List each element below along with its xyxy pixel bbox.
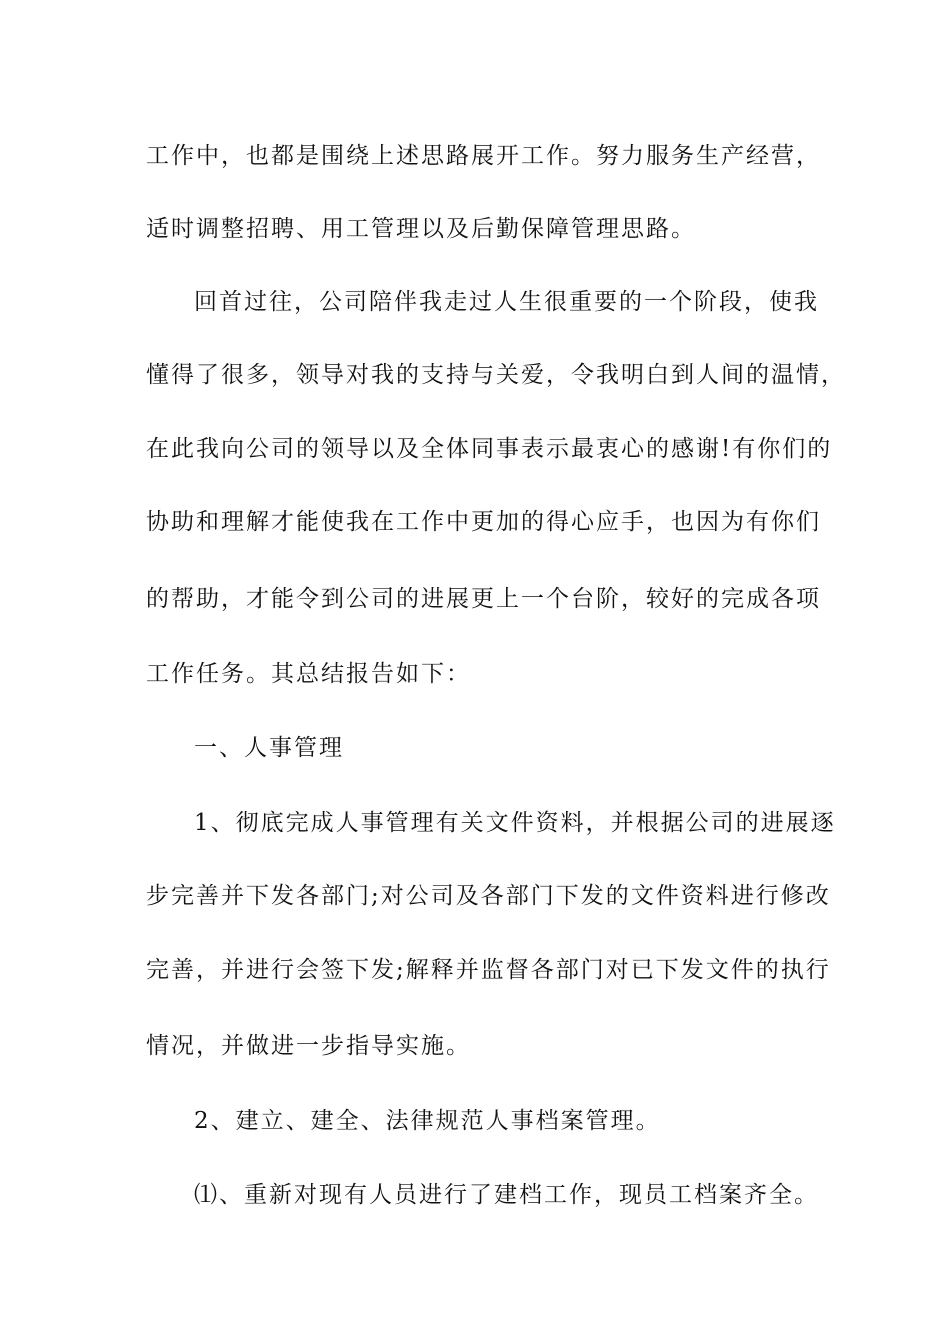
paragraph-start-line: 2、建立、建全、法律规范人事档案管理。 bbox=[194, 1108, 661, 1134]
text-line: 完善，并进行会签下发;解释并监督各部门对已下发文件的执行 bbox=[146, 957, 831, 983]
section-heading: 一、人事管理 bbox=[194, 735, 344, 761]
text-line: 情况，并做进一步指导实施。 bbox=[146, 1033, 471, 1059]
text-line: 的帮助，才能令到公司的进展更上一个台阶，较好的完成各项 bbox=[146, 586, 821, 612]
text-line: 步完善并下发各部门;对公司及各部门下发的文件资料进行修改 bbox=[146, 883, 831, 909]
text-line: 在此我向公司的领导以及全体同事表示最衷心的感谢!有你们的 bbox=[146, 436, 833, 462]
paragraph-start-line: ⑴、重新对现有人员进行了建档工作，现员工档案齐全。 bbox=[194, 1182, 819, 1208]
text-line: 适时调整招聘、用工管理以及后勤保障管理思路。 bbox=[146, 216, 696, 242]
text-line: 工作任务。其总结报告如下： bbox=[146, 661, 471, 687]
text-line: 工作中，也都是围绕上述思路展开工作。努力服务生产经营， bbox=[146, 143, 821, 169]
text-line: 协助和理解才能使我在工作中更加的得心应手，也因为有你们 bbox=[146, 509, 821, 535]
paragraph-start-line: 1、彻底完成人事管理有关文件资料，并根据公司的进展逐 bbox=[194, 810, 836, 836]
paragraph-start-line: 回首过往，公司陪伴我走过人生很重要的一个阶段，使我 bbox=[194, 289, 819, 315]
text-line: 懂得了很多，领导对我的支持与关爱，令我明白到人间的温情， bbox=[146, 362, 846, 388]
